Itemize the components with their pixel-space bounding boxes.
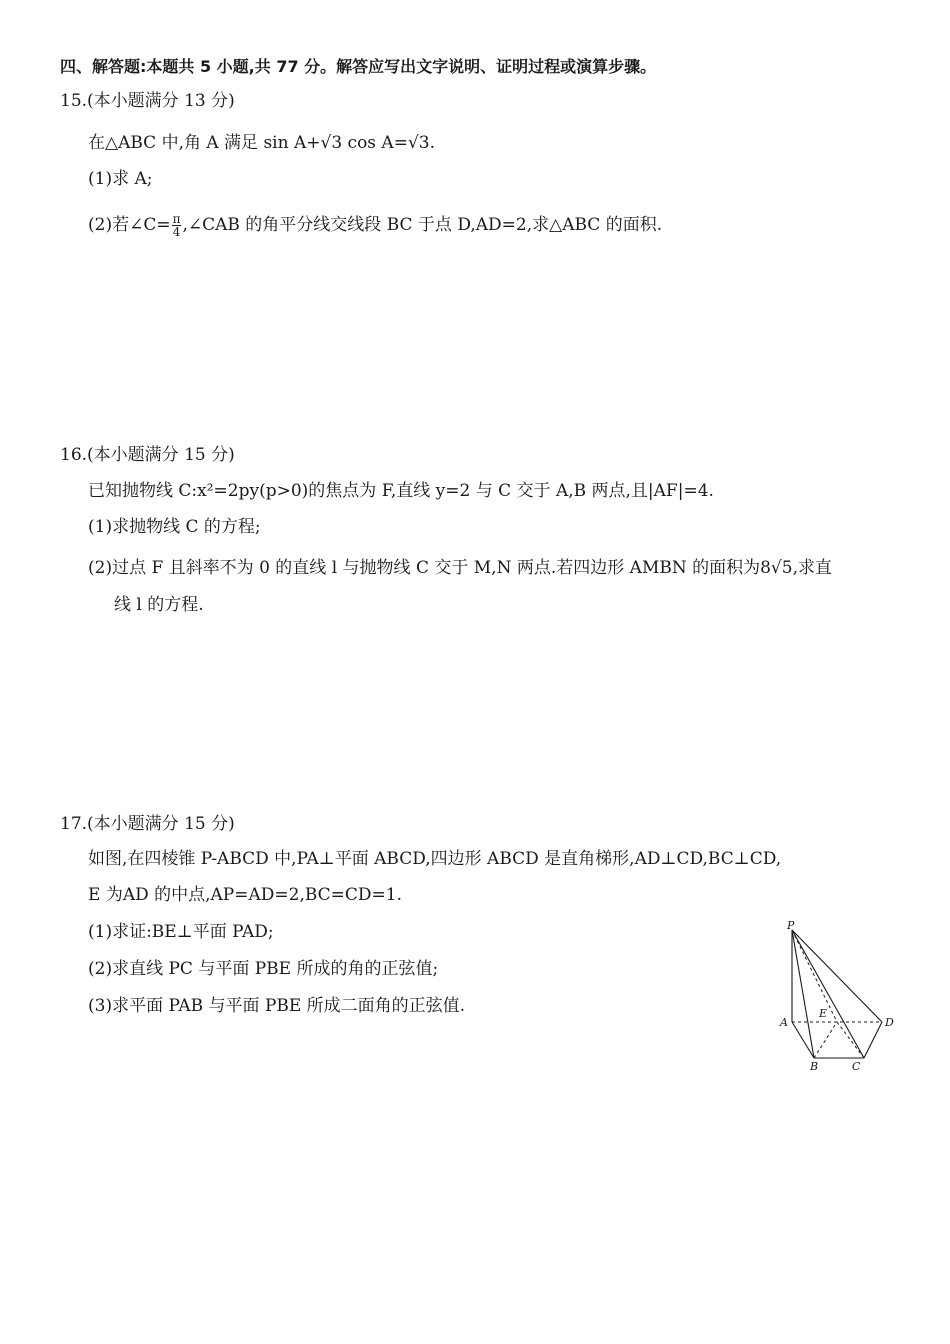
q17-stem-line1: 如图,在四棱锥 P-ABCD 中,PA⊥平面 ABCD,四边形 ABCD 是直角梯形,AD⊥CD,BC⊥CD, xyxy=(88,849,782,869)
q15-title: 15.(本小题满分 13 分) xyxy=(60,91,235,111)
section-header: 四、解答题:本题共 5 小题,共 77 分。解答应写出文字说明、证明过程或演算步骤。 xyxy=(60,57,657,76)
q15-stem: 在△ABC 中,角 A 满足 sin A+√3 cos A=√3. xyxy=(88,133,436,153)
label-B: B xyxy=(810,1060,819,1073)
fraction-numerator: π xyxy=(172,212,181,226)
fraction-denominator: 4 xyxy=(172,225,181,239)
label-A: A xyxy=(780,1016,788,1029)
q17-part3: (3)求平面 PAB 与平面 PBE 所成二面角的正弦值. xyxy=(88,996,466,1016)
pyramid-figure xyxy=(772,918,902,1076)
label-C: C xyxy=(852,1060,861,1073)
q17-title: 17.(本小题满分 15 分) xyxy=(60,814,235,834)
q15-part1: (1)求 A; xyxy=(88,169,153,189)
q17-part2: (2)求直线 PC 与平面 PBE 所成的角的正弦值; xyxy=(88,959,439,979)
q15-part2-post: ,∠CAB 的角平分线交线段 BC 于点 D,AD=2,求△ABC 的面积. xyxy=(182,215,663,235)
edge-BE-hidden xyxy=(814,1022,837,1058)
label-E: E xyxy=(819,1007,828,1020)
q16-part2-line1: (2)过点 F 且斜率不为 0 的直线 l 与抛物线 C 交于 M,N 两点.若四边形 AMBN 的面积为8√5,求直 xyxy=(88,558,832,578)
edge-EC-hidden xyxy=(837,1022,864,1058)
label-P: P xyxy=(787,919,795,932)
q17-part1: (1)求证:BE⊥平面 PAD; xyxy=(88,922,274,942)
q17-stem-line2: E 为AD 的中点,AP=AD=2,BC=CD=1. xyxy=(88,885,403,905)
q16-part1: (1)求抛物线 C 的方程; xyxy=(88,517,261,537)
pyramid-diagram xyxy=(772,918,902,1076)
pi-over-4-fraction xyxy=(172,213,182,238)
q16-part2-line2: 线 l 的方程. xyxy=(114,595,204,615)
edge-PE-hidden xyxy=(792,930,837,1022)
edge-CD xyxy=(864,1022,882,1058)
q16-stem: 已知抛物线 C:x²=2py(p>0)的焦点为 F,直线 y=2 与 C 交于 A,B 两点,且|AF|=4. xyxy=(88,481,714,501)
q16-title: 16.(本小题满分 15 分) xyxy=(60,445,235,465)
q15-part2-pre: (2)若∠C= xyxy=(88,215,171,235)
label-D: D xyxy=(885,1016,894,1029)
q15-part2 xyxy=(88,213,662,238)
